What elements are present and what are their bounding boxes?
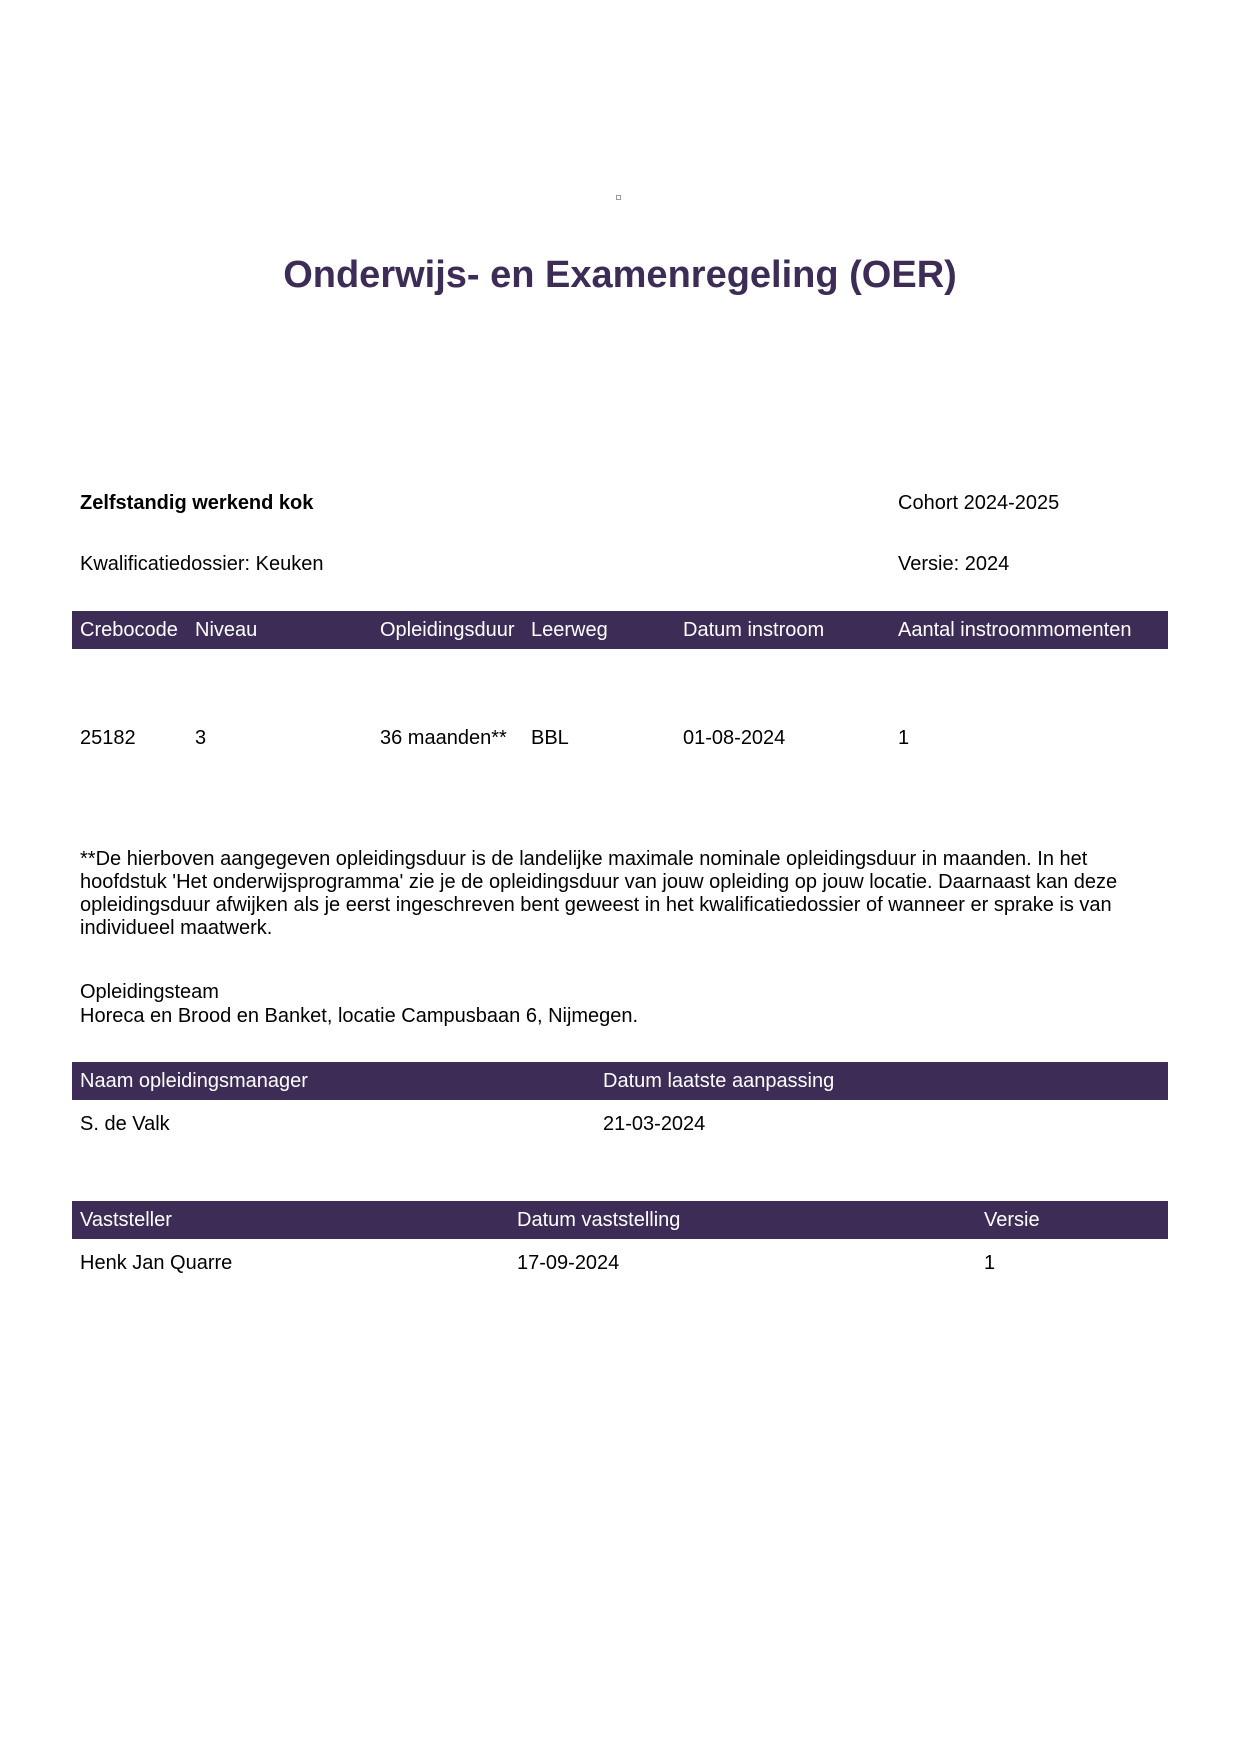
document-title: Onderwijs- en Examenregeling (OER) xyxy=(283,254,957,296)
cell-datum-laatste-aanpassing: 21-03-2024 xyxy=(603,1113,706,1135)
logo-placeholder-icon xyxy=(616,195,621,200)
cell-datum-instroom: 01-08-2024 xyxy=(683,727,786,749)
cell-aantal-instroommomenten: 1 xyxy=(898,727,910,749)
cell-leerweg: BBL xyxy=(531,727,569,749)
header-aantal-instroommomenten: Aantal instroommomenten xyxy=(898,619,1132,641)
header-datum-vaststelling: Datum vaststelling xyxy=(517,1209,681,1231)
header-vaststeller: Vaststeller xyxy=(80,1209,172,1231)
kwalificatiedossier-label: Kwalificatiedossier: Keuken xyxy=(80,553,324,575)
team-label: Opleidingsteam xyxy=(80,981,219,1003)
footnote-paragraph: **De hierboven aangegeven opleidingsduur is de landelijke maximale nominale opleidingsduur in maanden. In het hoofdstuk 'Het onderwijsprogramma' zie je de opleidingsduur van jouw opleiding op jouw locatie. Daarnaast kan deze opleidingsduur afwijken als je eerst ingeschreven bent geweest in het kwalificatiedossier of wanneer er sprake is van individueel maatwerk. xyxy=(80,848,1118,939)
header-naam-opleidingsmanager: Naam opleidingsmanager xyxy=(80,1070,308,1092)
header-niveau: Niveau xyxy=(195,619,258,641)
header-opleidingsduur: Opleidingsduur xyxy=(380,619,515,641)
cell-opleidingsmanager: S. de Valk xyxy=(80,1113,170,1135)
team-name: Horeca en Brood en Banket, locatie Campusbaan 6, Nijmegen. xyxy=(80,1005,639,1027)
cell-opleidingsduur: 36 maanden** xyxy=(380,727,507,749)
vaststelling-table-header xyxy=(72,1201,1168,1239)
manager-table-header xyxy=(72,1062,1168,1100)
cell-vaststeller: Henk Jan Quarre xyxy=(80,1252,233,1274)
cell-datum-vaststelling: 17-09-2024 xyxy=(517,1252,620,1274)
header-datum-instroom: Datum instroom xyxy=(683,619,825,641)
cohort-label: Cohort 2024-2025 xyxy=(898,492,1060,514)
header-datum-laatste-aanpassing: Datum laatste aanpassing xyxy=(603,1070,835,1092)
program-table-header xyxy=(72,611,1168,649)
header-leerweg: Leerweg xyxy=(531,619,608,641)
cell-crebocode: 25182 xyxy=(80,727,136,749)
program-name: Zelfstandig werkend kok xyxy=(80,492,314,514)
cell-niveau: 3 xyxy=(195,727,207,749)
header-crebocode: Crebocode xyxy=(80,619,178,641)
header-versie: Versie xyxy=(984,1209,1040,1231)
cell-versie: 1 xyxy=(984,1252,996,1274)
versie-label: Versie: 2024 xyxy=(898,553,1010,575)
